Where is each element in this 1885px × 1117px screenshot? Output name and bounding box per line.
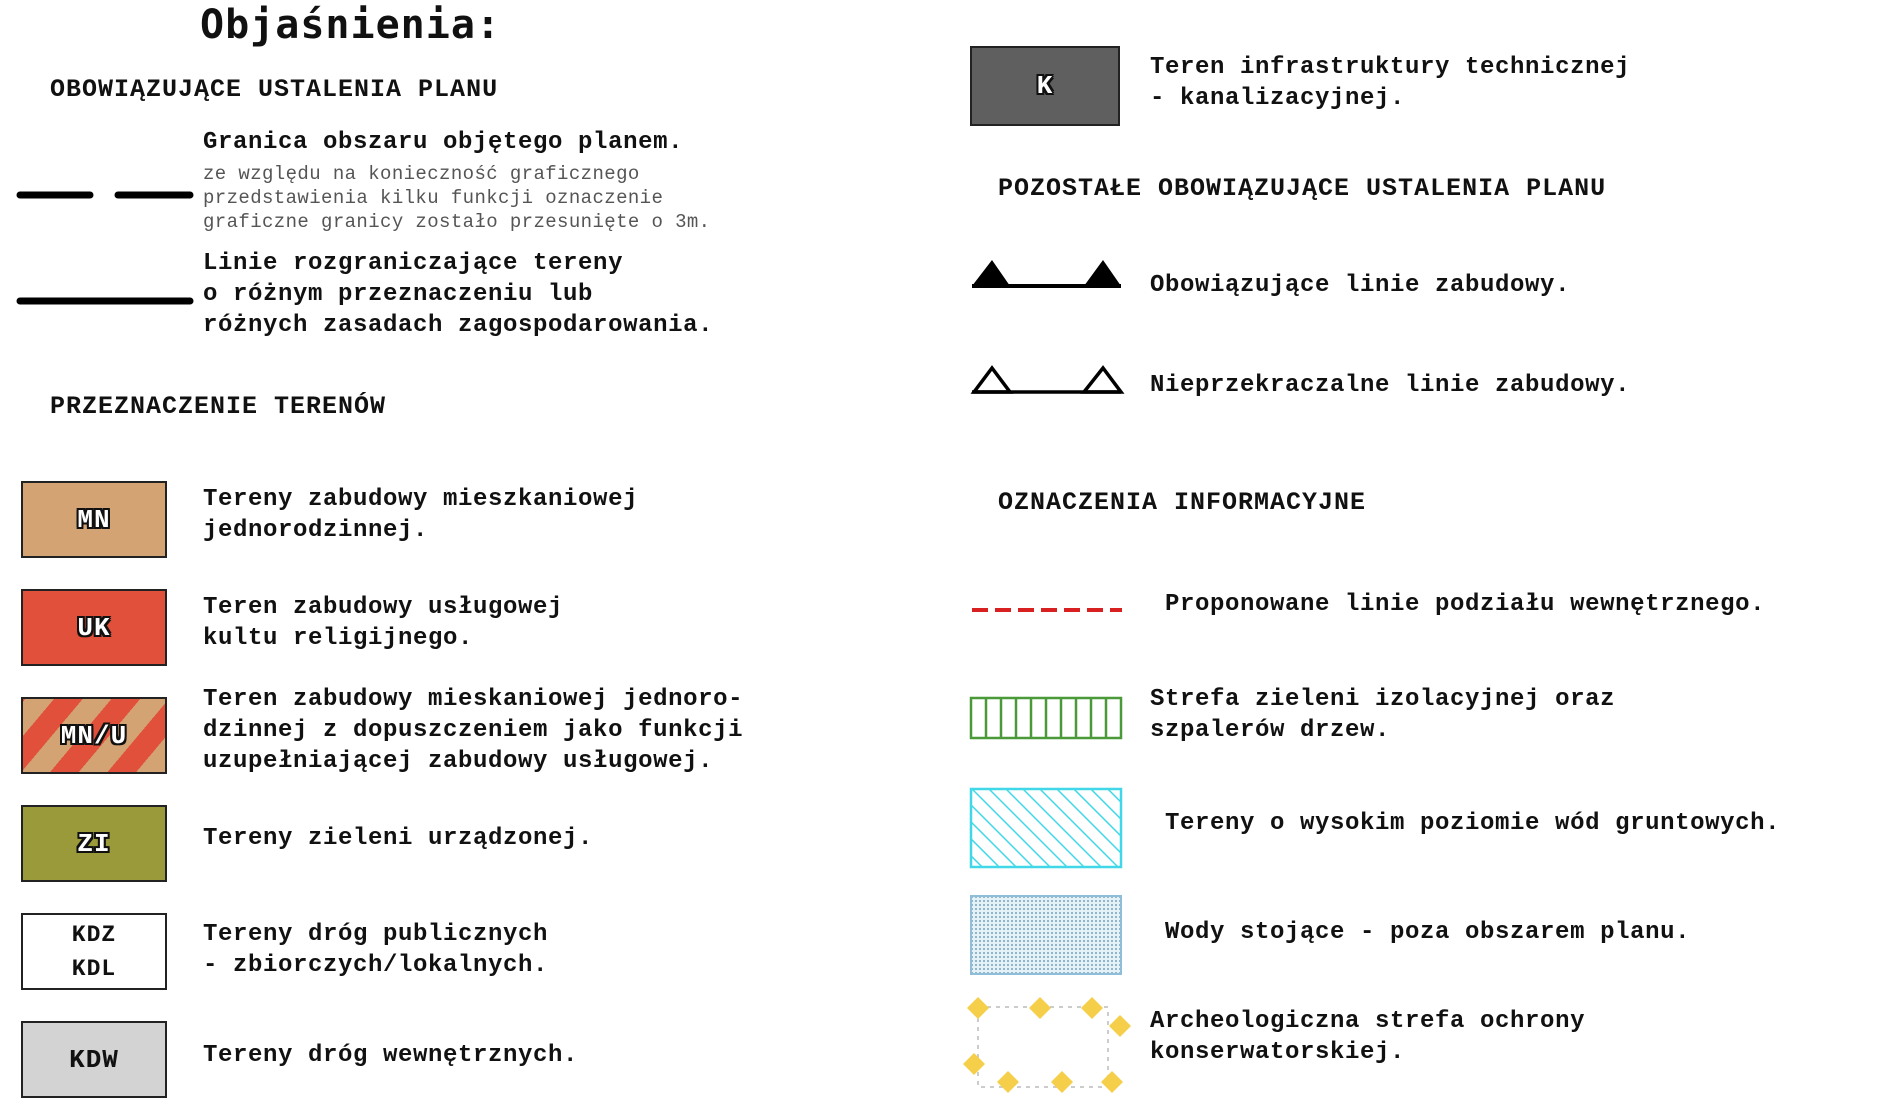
plan-boundary-label: Granica obszaru objętego planem. — [203, 129, 684, 156]
land-use-heading: PRZEZNACZENIE TERENÓW — [50, 392, 387, 421]
legend-title: Objaśnienia: — [200, 2, 501, 48]
green-isolation-zone-symbol — [970, 697, 1122, 739]
label-line: Tereny zabudowy mieszkaniowej — [203, 486, 639, 513]
label-line: Tereny zieleni urządzonej. — [203, 825, 594, 852]
land-use-code: MN — [77, 504, 111, 535]
note-line: graficzne granicy zostało przesunięte o 3m. — [203, 211, 711, 233]
land-use-kdw-label — [203, 1040, 578, 1071]
land-use-mnu-label — [203, 684, 743, 777]
land-use-code: ZI — [77, 828, 111, 859]
land-use-code: KDZ — [71, 921, 117, 948]
mandatory-building-line-symbol — [970, 258, 1125, 290]
archaeology-zone-symbol — [960, 995, 1135, 1095]
land-use-code: UK — [77, 612, 111, 643]
label-line: Teren zabudowy usługowej — [203, 594, 564, 621]
land-use-code: MN/U — [60, 720, 128, 751]
land-use-mnu-swatch — [21, 697, 167, 774]
mandatory-building-line-label: Obowiązujące linie zabudowy. — [1150, 272, 1571, 299]
label-line: różnych zasadach zagospodarowania. — [203, 312, 714, 339]
land-use-mn-label — [203, 484, 638, 546]
nonexceed-building-line-symbol — [970, 364, 1125, 396]
label-line: Linie rozgraniczające tereny — [203, 250, 624, 277]
label-line: kultu religijnego. — [203, 625, 474, 652]
label-line: Strefa zieleni izolacyjnej oraz — [1150, 686, 1616, 713]
plan-boundary-note — [203, 162, 710, 234]
label-line: szpalerów drzew. — [1150, 717, 1391, 744]
label-line: Archeologiczna strefa ochrony — [1150, 1008, 1586, 1035]
label-line: Teren zabudowy mieskaniowej jednoro- — [203, 686, 744, 713]
label-line: - kanalizacyjnej. — [1150, 85, 1406, 112]
land-use-code: KDW — [69, 1044, 119, 1075]
binding-provisions-heading: OBOWIĄZUJĄCE USTALENIA PLANU — [50, 75, 499, 104]
high-groundwater-label: Tereny o wysokim poziomie wód gruntowych. — [1165, 810, 1781, 837]
land-use-uk-label — [203, 592, 563, 654]
note-line: ze względu na konieczność graficznego — [203, 163, 640, 185]
standing-water-label: Wody stojące - poza obszarem planu. — [1165, 919, 1691, 946]
label-line: jednorodzinnej. — [203, 517, 429, 544]
high-groundwater-symbol — [970, 788, 1122, 868]
label-line: o różnym przeznaczeniu lub — [203, 281, 594, 308]
land-use-code: KDL — [71, 955, 117, 982]
green-isolation-zone-label — [1150, 684, 1615, 746]
label-line: Teren infrastruktury technicznej — [1150, 54, 1631, 81]
plan-boundary-symbol — [18, 188, 178, 202]
standing-water-symbol — [970, 895, 1122, 975]
land-use-zi-label — [203, 823, 593, 854]
label-line: konserwatorskiej. — [1150, 1039, 1406, 1066]
label-line: - zbiorczych/lokalnych. — [203, 952, 549, 979]
note-line: przedstawienia kilku funkcji oznaczenie — [203, 187, 664, 209]
nonexceed-building-line-label: Nieprzekraczalne linie zabudowy. — [1150, 372, 1631, 399]
land-use-kdz-kdl-swatch — [21, 913, 167, 990]
sewer-code: K — [1036, 71, 1054, 101]
dividing-lines-label — [203, 248, 713, 341]
dividing-line-symbol — [18, 294, 178, 308]
land-use-uk-swatch — [21, 589, 167, 666]
label-line: dzinnej z dopuszczeniem jako funkcji — [203, 717, 744, 744]
label-line: uzupełniającej zabudowy usługowej. — [203, 748, 714, 775]
other-provisions-heading: POZOSTAŁE OBOWIĄZUJĄCE USTALENIA PLANU — [998, 174, 1607, 203]
proposed-division-line-symbol — [970, 605, 1125, 615]
land-use-kdw-swatch — [21, 1021, 167, 1098]
land-use-zi-swatch — [21, 805, 167, 882]
archaeology-zone-label — [1150, 1006, 1585, 1068]
sewer-swatch — [970, 46, 1120, 126]
proposed-division-label: Proponowane linie podziału wewnętrznego. — [1165, 591, 1766, 618]
land-use-kdz-kdl-label — [203, 919, 548, 981]
sewer-label — [1150, 52, 1630, 114]
informational-heading: OZNACZENIA INFORMACYJNE — [998, 488, 1367, 517]
label-line: Tereny dróg wewnętrznych. — [203, 1042, 579, 1069]
label-line: Tereny dróg publicznych — [203, 921, 549, 948]
land-use-mn-swatch — [21, 481, 167, 558]
